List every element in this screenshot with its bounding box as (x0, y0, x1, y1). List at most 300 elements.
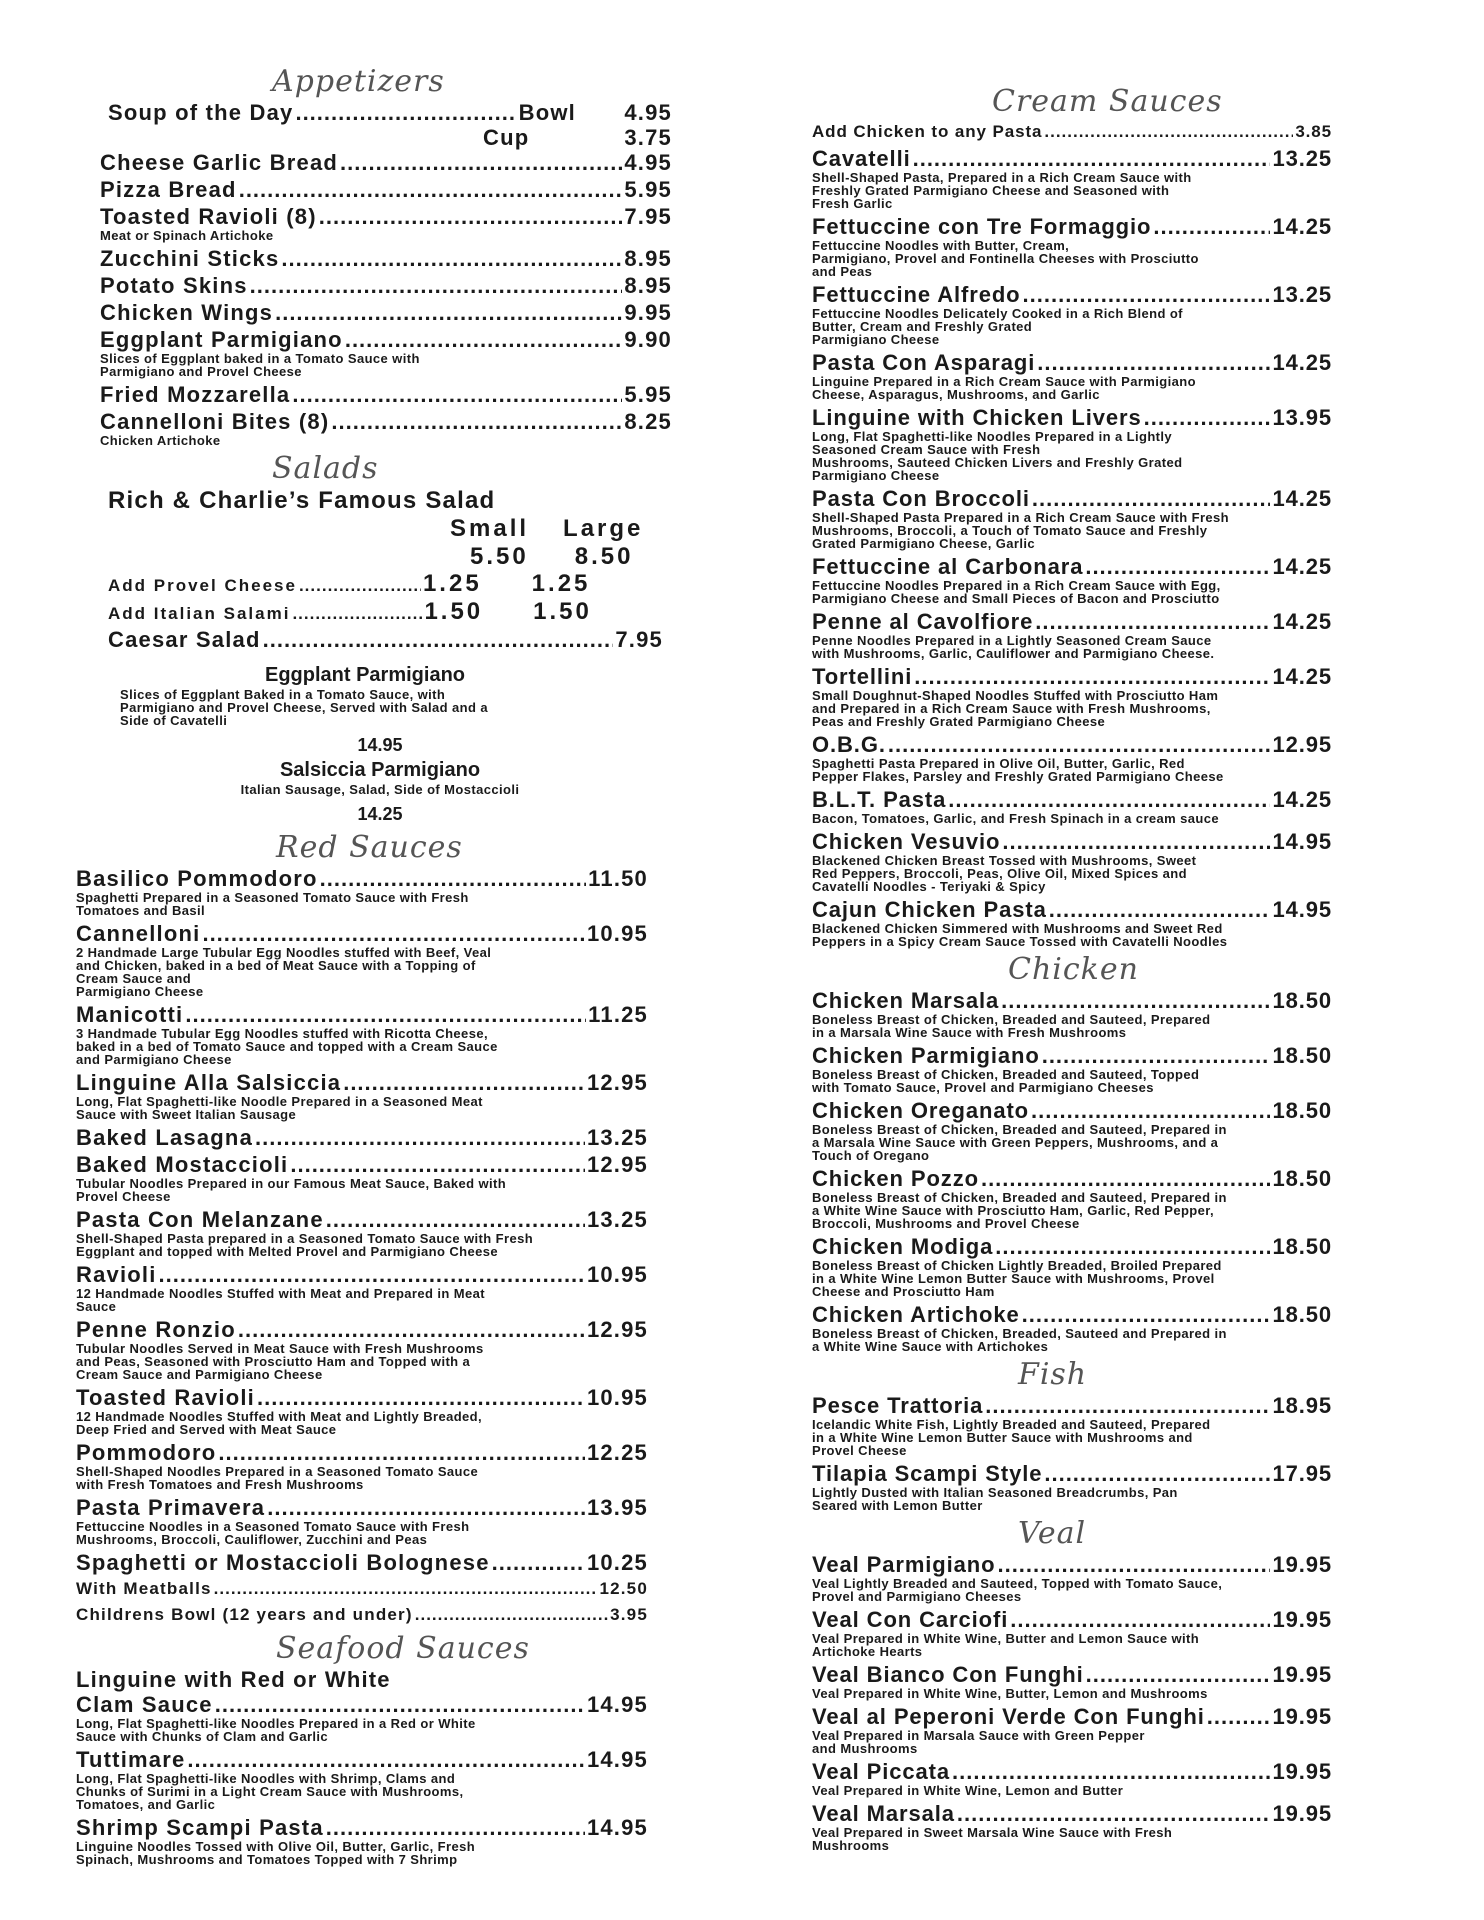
section-heading: Veal (1018, 1516, 1087, 1551)
menu-item-caesar (108, 627, 663, 652)
dot-leader (1042, 1043, 1271, 1068)
item-description: Slices of Eggplant Baked in a Tomato Sauce, with Parmigiano and Provel Cheese, Served with Salad and a Side of Cavatelli (120, 687, 488, 728)
item-row (76, 1815, 648, 1840)
item-description: Boneless Breast of Chicken, Breaded and Sauteed, Topped with Tomato Sauce, Provel and Parmigiano Cheeses (812, 1067, 1200, 1095)
item-description: Tubular Noodles Served in Meat Sauce with Fresh Mushrooms and Peas, Seasoned with Prosciutto Ham and Topped with a Cream Sauce and Parmigiano Cheese (76, 1341, 484, 1382)
item-price: 4.95 (624, 150, 672, 175)
item-name: Potato Skins (100, 273, 248, 298)
item-price: 8.95 (624, 273, 672, 298)
item-row (76, 1440, 648, 1465)
item-price: 14.95 (1272, 897, 1332, 922)
item-description: Linguine Prepared in a Rich Cream Sauce with Parmigiano Cheese, Asparagus, Mushrooms, and Garlic (812, 374, 1196, 402)
dot-leader (1032, 486, 1271, 511)
dot-leader (913, 146, 1271, 171)
item-description: Long, Flat Spaghetti-like Noodle Prepared in a Seasoned Meat Sauce with Sweet Italian Sausage (76, 1094, 483, 1122)
item-row (812, 988, 1332, 1013)
menu-item (812, 282, 1332, 346)
item-description: Long, Flat Spaghetti-like Noodles Prepared in a Lightly Seasoned Cream Sauce with Fresh Mushrooms, Sauteed Chicken Livers and Freshly Grated Parmigiano Cheese (812, 429, 1183, 483)
cream-sauces-section (812, 84, 1332, 948)
item-row (812, 609, 1332, 634)
item-price: 14.25 (1272, 350, 1332, 375)
item-description: 12 Handmade Noodles Stuffed with Meat and Lightly Breaded, Deep Fried and Served with Meat Sauce (76, 1409, 483, 1437)
dot-leader (888, 732, 1271, 757)
item-row (76, 1152, 648, 1177)
item-row (100, 327, 672, 352)
item-description: Tubular Noodles Prepared in our Famous Meat Sauce, Baked with Provel Cheese (76, 1176, 507, 1204)
item-description: Small Doughnut-Shaped Noodles Stuffed with Prosciutto Ham and Prepared in a Rich Cream Sauce with Fresh Mushrooms, Peas and Freshly Grated Parmigiano Cheese (812, 688, 1219, 729)
item-name: Penne Ronzio (76, 1317, 236, 1342)
dot-leader (292, 382, 622, 407)
dot-leader (320, 866, 587, 891)
item-name: Penne al Cavolfiore (812, 609, 1034, 634)
item-row (812, 829, 1332, 854)
menu-item (812, 1759, 1332, 1797)
item-name: Spaghetti or Mostaccioli Bolognese (76, 1550, 490, 1575)
item-description: Fettuccine Noodles in a Seasoned Tomato Sauce with Fresh Mushrooms, Broccoli, Cauliflower, Zucchini and Peas (76, 1519, 470, 1547)
item-price: 19.95 (1272, 1607, 1332, 1632)
item-price: 10.25 (586, 1550, 648, 1575)
item-row (812, 897, 1332, 922)
item-description: Boneless Breast of Chicken, Breaded and Sauteed, Prepared in a Marsala Wine Sauce with Fresh Mushrooms (812, 1012, 1211, 1040)
item-name: Ravioli (76, 1262, 157, 1287)
item-name: Add Chicken to any Pasta (812, 122, 1043, 141)
item-name: Chicken Vesuvio (812, 829, 1001, 854)
dot-leader (214, 1577, 598, 1601)
item-name: Tuttimare (76, 1747, 186, 1772)
dot-leader (1037, 350, 1270, 375)
item-row (812, 732, 1332, 757)
small-price: 1.50 (424, 598, 484, 625)
item-row (76, 1125, 648, 1150)
dot-leader (997, 1552, 1270, 1577)
item-description: Linguine Noodles Tossed with Olive Oil, Butter, Garlic, Fresh Spinach, Mushrooms and Tomatoes Topped with 7 Shrimp (76, 1839, 476, 1867)
item-row (812, 554, 1332, 579)
item-price: 18.50 (1272, 988, 1332, 1013)
small-price: 1.25 (422, 570, 482, 597)
famous-salad-name (108, 487, 672, 515)
item-price: 13.25 (586, 1207, 648, 1232)
veal-section (812, 1516, 1332, 1852)
item-row (812, 1043, 1332, 1068)
item-name: Fettuccine Alfredo (812, 282, 1021, 307)
item-row (812, 486, 1332, 511)
menu-item (812, 554, 1332, 605)
item-row (812, 1801, 1332, 1826)
dot-leader (239, 177, 623, 202)
dot-leader (185, 1002, 586, 1027)
menu-item-soup (108, 100, 672, 125)
dot-leader (326, 1207, 585, 1232)
item-name: Chicken Modiga (812, 1234, 994, 1259)
item-name: Linguine with Chicken Livers (812, 405, 1142, 430)
dot-leader (1010, 1607, 1270, 1632)
menu-item (76, 1002, 648, 1066)
item-row (812, 120, 1332, 144)
item-price: 7.95 (624, 204, 672, 229)
item-row (100, 300, 672, 325)
left-column (76, 64, 672, 1870)
item-description: Veal Prepared in Sweet Marsala Wine Sauce with Fresh Mushrooms (812, 1825, 1173, 1853)
item-description: Spaghetti Pasta Prepared in Olive Oil, Butter, Garlic, Red Pepper Flakes, Parsley and Freshly Grated Parmigiano Cheese (812, 756, 1224, 784)
dot-leader (1044, 1461, 1270, 1486)
dot-leader (1031, 1098, 1270, 1123)
menu-item (76, 1152, 648, 1203)
item-row (100, 382, 672, 407)
menu-item (76, 1550, 648, 1575)
item-description: Veal Lightly Breaded and Sauteed, Topped with Tomato Sauce, Provel and Parmigiano Cheeses (812, 1576, 1223, 1604)
menu-item (76, 1667, 648, 1743)
menu-item (76, 1603, 648, 1627)
item-row (100, 273, 672, 298)
size-headers (450, 515, 672, 543)
dot-leader (250, 273, 623, 298)
item-row (812, 405, 1332, 430)
item-name: Pasta Primavera (76, 1495, 266, 1520)
item-price: 18.50 (1272, 1302, 1332, 1327)
item-price: 11.25 (588, 1002, 648, 1027)
dot-leader (957, 1801, 1271, 1826)
menu-item (812, 1461, 1332, 1512)
item-price: 10.95 (586, 1262, 648, 1287)
item-name: Basilico Pommodoro (76, 866, 318, 891)
item-name: Veal al Peperoni Verde Con Funghi (812, 1704, 1205, 1729)
item-row (812, 1393, 1332, 1418)
menu-item-soup-cup (483, 125, 672, 150)
item-row (812, 1552, 1332, 1577)
item-name: Eggplant Parmigiano (100, 327, 343, 352)
item-description: Slices of Eggplant baked in a Tomato Sauce with Parmigiano and Provel Cheese (100, 351, 420, 379)
menu-item (812, 1662, 1332, 1700)
menu-item (812, 214, 1332, 278)
item-name: Veal Parmigiano (812, 1552, 996, 1577)
seafood-sauces-list (76, 1667, 648, 1866)
item-row (76, 921, 648, 946)
item-price: 14.25 (1272, 664, 1332, 689)
item-price: 12.95 (1272, 732, 1332, 757)
item-price: 14.25 (1272, 609, 1332, 634)
item-name: Pasta Con Asparagi (812, 350, 1036, 375)
section-heading: Appetizers (272, 64, 445, 99)
menu-item (76, 1207, 648, 1258)
item-name: Eggplant Parmigiano (264, 664, 466, 686)
item-name: Veal Piccata (812, 1759, 951, 1784)
item-name: Tortellini (812, 664, 913, 689)
item-description: Boneless Breast of Chicken Lightly Breaded, Broiled Prepared in a White Wine Lemon Butter Sauce with Mushrooms, Provel Cheese and Prosciutto Ham (812, 1258, 1222, 1299)
menu-item (812, 609, 1332, 660)
menu-item (100, 204, 672, 242)
item-name: Pasta Con Melanzane (76, 1207, 324, 1232)
item-name: Linguine Alla Salsiccia (76, 1070, 342, 1095)
dot-leader (292, 601, 422, 627)
item-description: Boneless Breast of Chicken, Breaded, Sauteed and Prepared in a White Wine Sauce with Artichokes (812, 1326, 1227, 1354)
dot-leader (218, 1440, 585, 1465)
dot-leader (319, 204, 623, 229)
item-name: Chicken Pozzo (812, 1166, 979, 1191)
large-price: 1.50 (533, 598, 592, 625)
item-description: Chicken Artichoke (100, 433, 221, 448)
item-price: 14.25 (1272, 787, 1332, 812)
dot-leader (1035, 609, 1270, 634)
item-row (100, 150, 672, 175)
item-name: Baked Lasagna (76, 1125, 254, 1150)
item-description: Blackened Chicken Simmered with Mushrooms and Sweet Red Peppers in a Spicy Cream Sauce Tossed with Cavatelli Noodles (812, 921, 1228, 949)
menu-item (76, 1440, 648, 1491)
salad-entree (100, 757, 660, 826)
item-price: 5.95 (624, 177, 672, 202)
item-price: 14.95 (586, 1692, 648, 1717)
menu-item (812, 1302, 1332, 1353)
red-sauces-list (76, 866, 648, 1627)
dot-leader (952, 1759, 1270, 1784)
menu-item (812, 350, 1332, 401)
salad-addon (108, 599, 672, 627)
item-price: 7.95 (615, 627, 663, 652)
dot-leader (415, 1603, 608, 1627)
item-description: Shell-Shaped Noodles Prepared in a Seasoned Tomato Sauce with Fresh Tomatoes and Fresh Mushrooms (76, 1464, 479, 1492)
item-name: Clam Sauce (76, 1692, 213, 1717)
item-row (812, 787, 1332, 812)
item-name: Chicken Artichoke (812, 1302, 1020, 1327)
item-price: 12.95 (586, 1317, 648, 1342)
item-description: Veal Prepared in White Wine, Lemon and Butter (812, 1783, 1124, 1798)
item-description: Shell-Shaped Pasta prepared in a Seasoned Tomato Sauce with Fresh Eggplant and topped with Melted Provel and Parmigiano Cheese (76, 1231, 534, 1259)
dot-leader (995, 1234, 1270, 1259)
menu-item (812, 120, 1332, 144)
item-description: Boneless Breast of Chicken, Breaded and Sauteed, Prepared in a Marsala Wine Sauce with Green Peppers, Mushrooms, and a Touch of Oregano (812, 1122, 1227, 1163)
dot-leader (238, 1317, 585, 1342)
item-name: O.B.G. (812, 732, 886, 757)
item-name: Chicken Marsala (812, 988, 1000, 1013)
item-name: Cajun Chicken Pasta (812, 897, 1047, 922)
item-price: 10.95 (586, 1385, 648, 1410)
menu-item (812, 787, 1332, 825)
item-description: Fettuccine Noodles Delicately Cooked in a Rich Blend of Butter, Cream and Freshly Grated Parmigiano Cheese (812, 306, 1183, 347)
item-name: Caesar Salad (108, 627, 261, 652)
dot-leader (981, 1166, 1270, 1191)
item-price: 18.95 (1272, 1393, 1332, 1418)
item-name: Chicken Wings (100, 300, 274, 325)
menu-item (76, 1385, 648, 1436)
item-name: With Meatballs (76, 1579, 212, 1598)
item-description: 12 Handmade Noodles Stuffed with Meat and Prepared in Meat Sauce (76, 1286, 485, 1314)
item-price: 13.95 (586, 1495, 648, 1520)
item-name-line: Linguine with Red or White (76, 1667, 391, 1692)
menu-item (812, 146, 1332, 210)
item-row (100, 204, 672, 229)
item-price: 19.95 (1272, 1801, 1332, 1826)
item-row (812, 1759, 1332, 1784)
dot-leader (267, 1495, 585, 1520)
item-row (76, 1317, 648, 1342)
item-row (76, 866, 648, 891)
large-price: 8.50 (574, 543, 634, 570)
dot-leader (985, 1393, 1270, 1418)
dot-leader (1153, 214, 1270, 239)
item-price: 17.95 (1272, 1461, 1332, 1486)
menu-item (812, 1552, 1332, 1603)
item-row (76, 1002, 648, 1027)
item-name: Toasted Ravioli (8) (100, 204, 317, 229)
item-price: 14.25 (1272, 214, 1332, 239)
item-row (812, 1098, 1332, 1123)
menu-item (76, 1262, 648, 1313)
item-price: 9.90 (624, 327, 672, 352)
item-description: Veal Prepared in White Wine, Butter, Lemon and Mushrooms (812, 1686, 1208, 1701)
item-name: Cannelloni (76, 921, 201, 946)
menu-item (100, 300, 672, 325)
item-price: 3.95 (610, 1605, 648, 1624)
item-description: Shell-Shaped Pasta Prepared in a Rich Cream Sauce with Fresh Mushrooms, Broccoli, a Touch of Tomato Sauce and Freshly Grated Parmigiano Cheese, Garlic (812, 510, 1230, 551)
item-description: 2 Handmade Large Tubular Egg Noodles stuffed with Beef, Veal and Chicken, baked in a bed of Meat Sauce with a Topping of Cream Sauce and Parmigiano Cheese (76, 945, 492, 999)
menu-item (812, 486, 1332, 550)
item-name: Veal Marsala (812, 1801, 955, 1826)
salad-entree (100, 662, 660, 757)
item-price: 18.50 (1272, 1098, 1332, 1123)
menu-item (76, 1495, 648, 1546)
item-description: Spaghetti Prepared in a Seasoned Tomato Sauce with Fresh Tomatoes and Basil (76, 890, 469, 918)
menu-item (100, 327, 672, 378)
item-row (812, 350, 1332, 375)
veal-list (812, 1552, 1332, 1852)
menu-item (812, 1393, 1332, 1457)
item-price: 14.25 (357, 804, 403, 824)
menu-item (812, 1801, 1332, 1852)
bowl-price: 4.95 (624, 100, 672, 125)
dot-leader (187, 1747, 585, 1772)
item-name: Cannelloni Bites (8) (100, 409, 330, 434)
item-name: Zucchini Sticks (100, 246, 280, 271)
item-row (812, 214, 1332, 239)
red-sauces-section (76, 830, 648, 1627)
item-description: Fettuccine Noodles Prepared in a Rich Cream Sauce with Egg, Parmigiano Cheese and Small Pieces of Bacon and Prosciutto (812, 578, 1221, 606)
item-price: 19.95 (1272, 1662, 1332, 1687)
item-row (812, 1704, 1332, 1729)
item-name: Cavatelli (812, 146, 911, 171)
item-price: 19.95 (1272, 1704, 1332, 1729)
item-row (76, 1385, 648, 1410)
item-name: Childrens Bowl (12 years and under) (76, 1605, 413, 1624)
item-description: Meat or Spinach Artichoke (100, 228, 274, 243)
item-description: Long, Flat Spaghetti-like Noodles with Shrimp, Clams and Chunks of Surimi in a Light Cream Sauce with Mushrooms, Tomatoes, and Garlic (76, 1771, 464, 1812)
item-name: Pesce Trattoria (812, 1393, 984, 1418)
menu-item (100, 177, 672, 202)
item-row (100, 246, 672, 271)
item-name: Add Provel Cheese (108, 576, 297, 595)
dot-leader (343, 1070, 585, 1095)
fish-list (812, 1393, 1332, 1512)
dot-leader (1044, 120, 1293, 144)
item-price: 11.50 (588, 866, 648, 891)
item-row (76, 1207, 648, 1232)
item-name: Veal Bianco Con Funghi (812, 1662, 1084, 1687)
item-price: 14.25 (1272, 486, 1332, 511)
item-row (812, 1166, 1332, 1191)
item-name: Add Italian Salami (108, 604, 291, 623)
item-price: 8.25 (624, 409, 672, 434)
item-price: 12.95 (586, 1152, 648, 1177)
menu-item (812, 988, 1332, 1039)
dot-leader (202, 921, 584, 946)
item-price: 14.95 (1272, 829, 1332, 854)
chicken-section (812, 952, 1332, 1353)
menu-item (812, 1043, 1332, 1094)
menu-item (76, 1747, 648, 1811)
cream-sauces-list (812, 120, 1332, 948)
item-description: Boneless Breast of Chicken, Breaded and Sauteed, Prepared in a White Wine Sauce with Prosciutto Ham, Garlic, Red Pepper, Broccoli, Mushrooms and Provel Cheese (812, 1190, 1227, 1231)
menu-item (76, 1815, 648, 1866)
cup-price: 3.75 (624, 125, 672, 150)
menu-item (76, 1317, 648, 1381)
size-prices (470, 543, 672, 571)
item-name: Shrimp Scampi Pasta (76, 1815, 324, 1840)
item-name: B.L.T. Pasta (812, 787, 947, 812)
item-price: 18.50 (1272, 1234, 1332, 1259)
item-description: Shell-Shaped Pasta, Prepared in a Rich Cream Sauce with Freshly Grated Parmigiano Cheese and Seasoned with Fresh Garlic (812, 170, 1192, 211)
item-price: 3.85 (1295, 122, 1332, 141)
bowl-label: Bowl (518, 100, 576, 125)
item-row (76, 1692, 648, 1717)
item-description: Lightly Dusted with Italian Seasoned Breadcrumbs, Pan Seared with Lemon Butter (812, 1485, 1178, 1513)
menu-item (100, 150, 672, 175)
item-row (76, 1262, 648, 1287)
dot-leader (1023, 282, 1271, 307)
item-name: Tilapia Scampi Style (812, 1461, 1043, 1486)
item-name: Fettuccine con Tre Formaggio (812, 214, 1152, 239)
dot-leader (215, 1692, 585, 1717)
menu-item (812, 664, 1332, 728)
large-label: Large (563, 515, 644, 542)
dot-leader (1085, 554, 1270, 579)
dot-leader (255, 1125, 585, 1150)
item-name: Pizza Bread (100, 177, 237, 202)
fish-section (812, 1357, 1332, 1512)
dot-leader (345, 327, 623, 352)
seafood-sauces-section (76, 1631, 648, 1866)
small-price: 5.50 (470, 543, 529, 570)
menu-item (76, 1125, 648, 1150)
menu-item (100, 409, 672, 447)
item-price: 13.25 (1272, 146, 1332, 171)
item-row (76, 1550, 648, 1575)
item-price: 13.25 (1272, 282, 1332, 307)
item-name: Chicken Parmigiano (812, 1043, 1040, 1068)
item-row (76, 1747, 648, 1772)
item-price: 14.95 (357, 735, 403, 755)
dot-leader (257, 1385, 585, 1410)
section-heading: Cream Sauces (992, 84, 1223, 119)
dot-leader (159, 1262, 585, 1287)
item-name: Manicotti (76, 1002, 184, 1027)
section-heading: Salads (272, 451, 379, 486)
item-name: Fried Mozzarella (100, 382, 291, 407)
menu-item (76, 921, 648, 998)
dot-leader (1086, 1662, 1271, 1687)
item-name: Veal Con Carciofi (812, 1607, 1009, 1632)
menu-item (812, 405, 1332, 482)
dot-leader (492, 1550, 585, 1575)
item-name: Cheese Garlic Bread (100, 150, 339, 175)
menu-item (812, 1607, 1332, 1658)
dot-leader (1002, 829, 1270, 854)
item-row (812, 1302, 1332, 1327)
dot-leader (295, 100, 516, 125)
large-price: 1.25 (531, 570, 591, 597)
item-description: Long, Flat Spaghetti-like Noodles Prepared in a Red or White Sauce with Chunks of Clam and Garlic (76, 1716, 476, 1744)
menu-item (812, 829, 1332, 893)
dot-leader (263, 627, 614, 652)
item-row (100, 409, 672, 434)
dot-leader (281, 246, 622, 271)
